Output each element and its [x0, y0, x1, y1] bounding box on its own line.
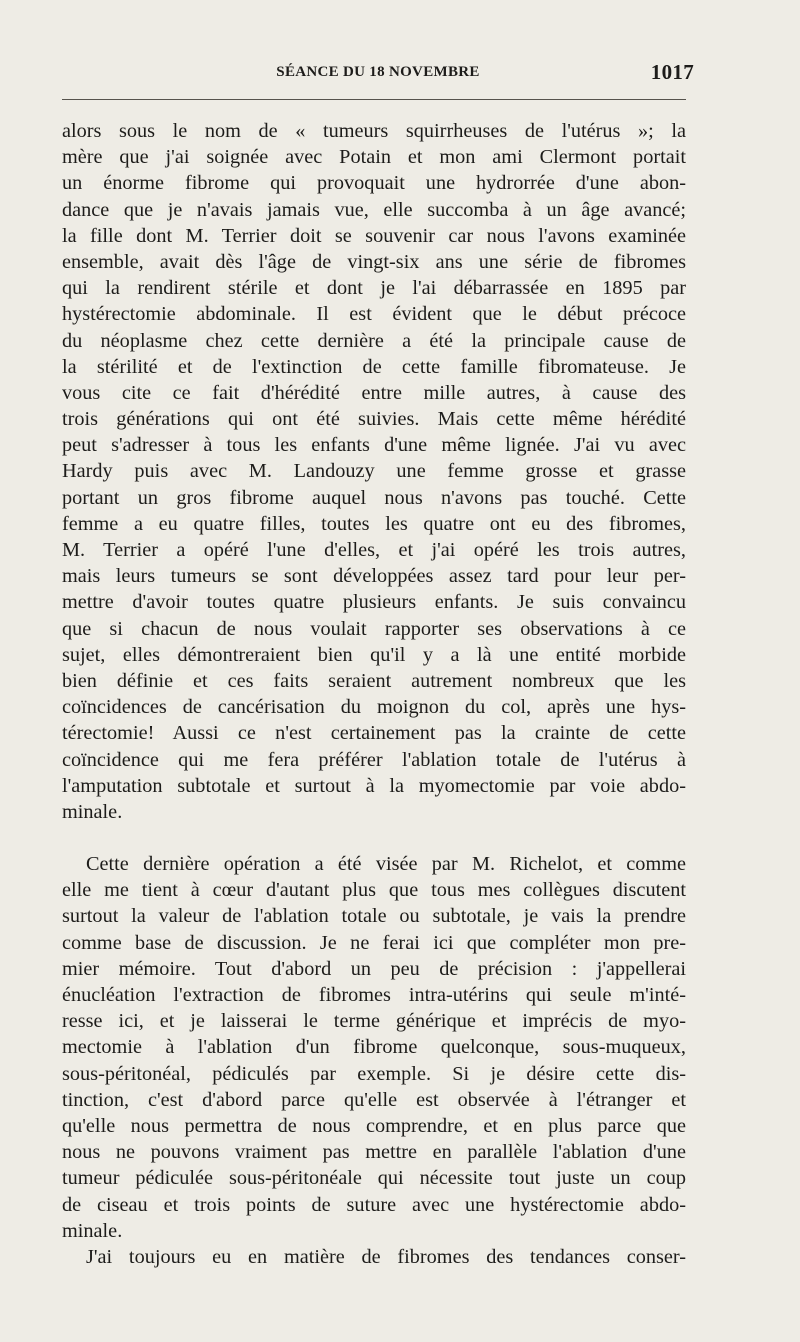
text-line: nous ne pouvons vraiment pas mettre en parallèle l'ablation d'une — [62, 1141, 686, 1164]
text-line: mais leurs tumeurs se sont développées assez tard pour leur per- — [62, 565, 686, 588]
text-line: térectomie! Aussi ce n'est certainement pas la crainte de cette — [62, 722, 686, 745]
text-line: mère que j'ai soignée avec Potain et mon ami Clermont portait — [62, 146, 686, 169]
text-line: Hardy puis avec M. Landouzy une femme grosse et grasse — [62, 460, 686, 483]
text-line: peut s'adresser à tous les enfants d'une même lignée. J'ai vu avec — [62, 434, 686, 457]
text-line: tinction, c'est d'abord parce qu'elle est observée à l'étranger et — [62, 1088, 686, 1111]
text-line: portant un gros fibrome auquel nous n'avons pas touché. Cette — [62, 486, 686, 509]
text-line: sujet, elles démontreraient bien qu'il y a là une entité morbide — [62, 643, 686, 666]
text-line: qu'elle nous permettra de nous comprendre, et en plus parce que — [62, 1114, 686, 1137]
running-head: SÉANCE DU 18 NOVEMBRE — [276, 64, 480, 80]
text-line: la fille dont M. Terrier doit se souvenir car nous l'avons examinée — [62, 224, 686, 247]
paragraph-gap — [62, 825, 686, 851]
text-line: surtout la valeur de l'ablation totale ou subtotale, je vais la prendre — [62, 905, 686, 928]
text-line: ensemble, avait dès l'âge de vingt-six ans une série de fibromes — [62, 250, 686, 273]
text-line: qui la rendirent stérile et dont je l'ai débarrassée en 1895 par — [62, 277, 686, 300]
page-header — [62, 60, 694, 88]
body-text — [62, 118, 686, 1270]
text-line: un énorme fibrome qui provoquait une hydrorrée d'une abon- — [62, 172, 686, 195]
text-line: la stérilité et de l'extinction de cette famille fibromateuse. Je — [62, 355, 686, 378]
text-line: Cette dernière opération a été visée par M. Richelot, et comme — [86, 853, 686, 876]
text-line: vous cite ce fait d'hérédité entre mille autres, à cause des — [62, 381, 686, 404]
text-line: mettre d'avoir toutes quatre plusieurs enfants. Je suis convaincu — [62, 591, 686, 614]
text-line: elle me tient à cœur d'autant plus que tous mes collègues discutent — [62, 879, 686, 902]
text-line: bien définie et ces faits seraient autrement nombreux que les — [62, 669, 686, 692]
header-rule — [62, 99, 686, 100]
text-line: femme a eu quatre filles, toutes les quatre ont eu des fibromes, — [62, 512, 686, 535]
text-line: tumeur pédiculée sous-péritonéale qui nécessite tout juste un coup — [62, 1167, 686, 1190]
text-line: dance que je n'avais jamais vue, elle succomba à un âge avancé; — [62, 198, 686, 221]
paragraph — [62, 118, 686, 825]
text-line: mectomie à l'ablation d'un fibrome quelconque, sous-muqueux, — [62, 1036, 686, 1059]
text-line: sous-péritonéal, pédiculés par exemple. Si je désire cette dis- — [62, 1062, 686, 1085]
text-line: l'amputation subtotale et surtout à la myomectomie par voie abdo- — [62, 774, 686, 797]
text-line: coïncidence qui me fera préférer l'ablation totale de l'utérus à — [62, 748, 686, 771]
text-line: mier mémoire. Tout d'abord un peu de précision : j'appellerai — [62, 957, 686, 980]
text-line: de ciseau et trois points de suture avec une hystérectomie abdo- — [62, 1193, 686, 1216]
text-line: que si chacun de nous voulait rapporter ses observations à ce — [62, 617, 686, 640]
text-line: M. Terrier a opéré l'une d'elles, et j'ai opéré les trois autres, — [62, 539, 686, 561]
text-line: comme base de discussion. Je ne ferai ici que compléter mon pre- — [62, 931, 686, 954]
text-line: minale. — [62, 800, 123, 823]
paragraph — [62, 1244, 686, 1270]
text-line: alors sous le nom de « tumeurs squirrheuses de l'utérus »; la — [62, 120, 686, 142]
text-line: trois générations qui ont été suivies. Mais cette même hérédité — [62, 408, 686, 431]
text-line: énucléation l'extraction de fibromes intra-utérins qui seule m'inté- — [62, 984, 686, 1006]
page-number: 1017 — [650, 60, 694, 84]
paragraph — [62, 851, 686, 1244]
text-line: J'ai toujours eu en matière de fibromes des tendances conser- — [86, 1245, 686, 1268]
text-line: du néoplasme chez cette dernière a été la principale cause de — [62, 329, 686, 352]
text-line: coïncidences de cancérisation du moignon du col, après une hys- — [62, 696, 686, 719]
text-line: resse ici, et je laisserai le terme générique et imprécis de myo- — [62, 1010, 686, 1033]
text-line: minale. — [62, 1219, 123, 1242]
text-line: hystérectomie abdominale. Il est évident que le début précoce — [62, 303, 686, 326]
